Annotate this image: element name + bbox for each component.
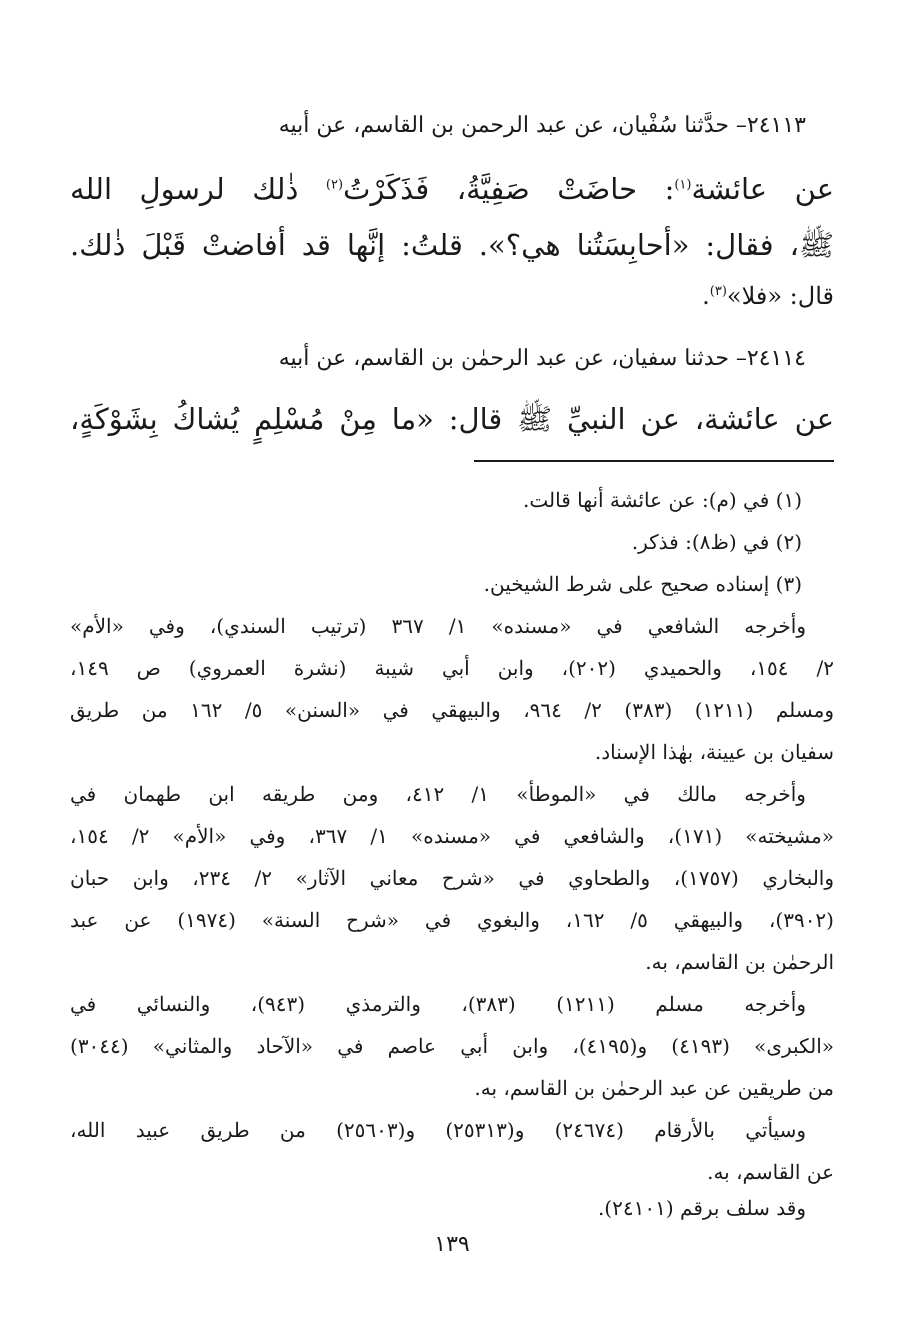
footnote-para-1-line: ومسلم (١٢١١) (٣٨٣) ٢/ ٩٦٤، والبيهقي في «السنن» ٥/ ١٦٢ من طريق (70, 698, 834, 722)
footnote-para-2-line: وأخرجه مالك في «الموطأ» ١/ ٤١٢، ومن طريقه ابن طهمان في (70, 782, 806, 806)
footnote-para-1-line: سفيان بن عيينة، بهٰذا الإسناد. (594, 740, 834, 764)
footnote-ref-1: (١) (674, 177, 692, 193)
footnote-3: (٣) إسناده صحيح على شرط الشيخين. (483, 572, 802, 596)
footnote-2: (٢) في (ظ٨): فذكر. (631, 530, 802, 554)
footnote-para-1-line: وأخرجه الشافعي في «مسنده» ١/ ٣٦٧ (ترتيب السندي)، وفي «الأم» (70, 614, 806, 638)
footnote-para-2-line: الرحمٰن بن القاسم، به. (645, 950, 834, 974)
footnote-para-2-line: (٣٩٠٢)، والبيهقي ٥/ ١٦٢، والبغوي في «شرح السنة» (١٩٧٤) عن عبد (70, 908, 834, 932)
footnote-para-5-line: وقد سلف برقم (٢٤١٠١). (597, 1196, 806, 1220)
footnote-para-3-line: من طريقين عن عبد الرحمٰن بن القاسم، به. (474, 1076, 834, 1100)
footnote-para-4-line: وسيأتي بالأرقام (٢٤٦٧٤) و(٢٥٣١٣) و(٢٥٦٠٣) من طريق عبيد الله، (70, 1118, 807, 1142)
hadith-24113-line-3 (70, 282, 834, 310)
footnote-para-1-line: ٢/ ١٥٤، والحميدي (٢٠٢)، وابن أبي شيبة (نشرة العمروي) ص ١٤٩، (70, 656, 834, 680)
footnote-ref-3: (٣) (709, 284, 727, 299)
text-run: ذٰلك لرسولِ الله (70, 172, 326, 206)
footnote-para-3-line: «الكبرى» (٤١٩٣) و(٤١٩٥)، وابن أبي عاصم في «الآحاد والمثاني» (٣٠٤٤) (70, 1034, 834, 1058)
text-run: قال: «فلا» (726, 282, 834, 310)
text-run: عن عائشة (691, 172, 834, 206)
footnote-1: (١) في (م): عن عائشة أنها قالت. (523, 488, 802, 512)
page-number: ١٣٩ (434, 1232, 470, 1257)
footnote-separator (474, 460, 834, 462)
footnote-para-3-line: وأخرجه مسلم (١٢١١) (٣٨٣)، والترمذي (٩٤٣)، والنسائي في (70, 992, 807, 1016)
footnote-ref-2: (٢) (325, 177, 344, 193)
hadith-24114-header: ٢٤١١٤– حدثنا سفيان، عن عبد الرحمٰن بن القاسم، عن أبيه (278, 346, 806, 371)
footnote-para-2-line: «مشيخته» (١٧١)، والشافعي في «مسنده» ١/ ٣٦٧، وفي «الأم» ٢/ ١٥٤، (70, 824, 834, 848)
text-run: : حاضَتْ صَفِيَّةُ، فَذَكَرْتُ (343, 172, 675, 206)
hadith-24113-line-2: ﷺ، فقال: «أحابِسَتُنا هي؟». قلتُ: إنَّها قد أفاضتْ قَبْلَ ذٰلك. (70, 228, 834, 262)
hadith-24113-header: ٢٤١١٣– حدَّثنا سُفْيان، عن عبد الرحمن بن القاسم، عن أبيه (278, 113, 806, 138)
footnote-para-2-line: والبخاري (١٧٥٧)، والطحاوي في «شرح معاني الآثار» ٢/ ٢٣٤، وابن حبان (70, 866, 834, 890)
hadith-24114-line-1: عن عائشة، عن النبيِّ ﷺ قال: «ما مِنْ مُسْلِمٍ يُشاكُ بِشَوْكَةٍ، (70, 402, 834, 436)
text-run: . (702, 282, 710, 310)
hadith-24113-line-1 (70, 172, 834, 206)
footnote-para-4-line: عن القاسم، به. (707, 1160, 834, 1184)
